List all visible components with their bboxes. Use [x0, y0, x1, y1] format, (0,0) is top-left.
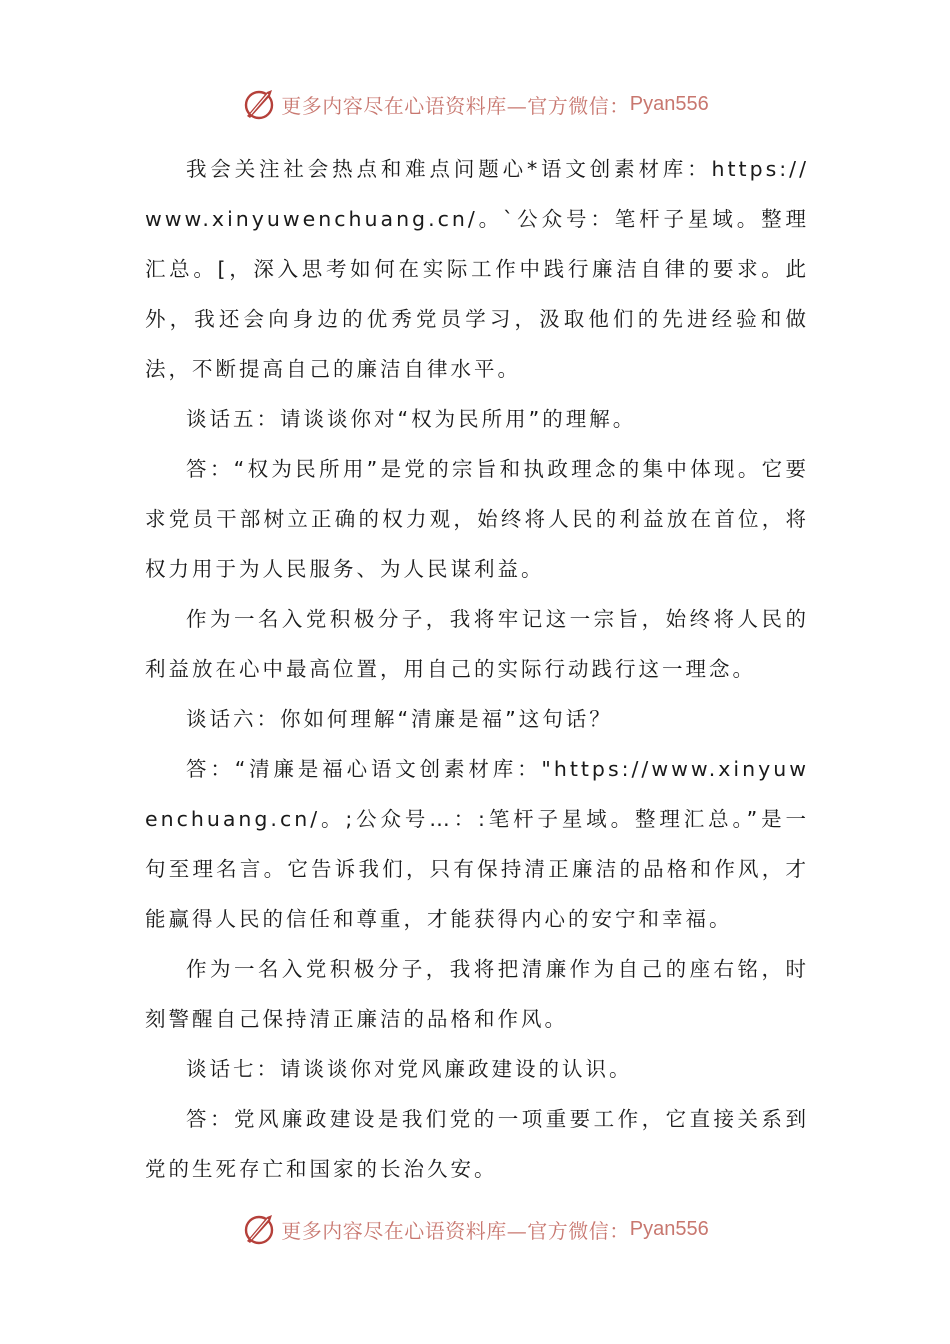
document-body	[145, 144, 809, 1194]
paragraph: 作为一名入党积极分子，我将牢记这一宗旨，始终将人民的利益放在心中最高位置，用自己的实际行动践行这一理念。	[145, 607, 809, 681]
wechat-id: Pyan556	[629, 92, 709, 115]
header-banner	[0, 84, 950, 124]
footer-banner	[0, 1209, 950, 1249]
paragraph: 答：党风廉政建设是我们党的一项重要工作，它直接关系到党的生死存亡和国家的长治久安。	[145, 1107, 809, 1181]
banner-text: 更多内容尽在心语资料库—官方微信：	[281, 93, 630, 118]
paragraph: 谈话七：请谈谈你对党风廉政建设的认识。	[186, 1057, 633, 1081]
paragraph: 答：“清廉是福心语文创素材库："https://www.xinyuwenchuang.cn/。;公众号…：:笔杆子星域。整理汇总。”是一句至理名言。它告诉我们，只有保持清正廉洁的品格和作风，才能赢得人民的信任和尊重，才能获得内心的安宁和幸福。	[145, 757, 809, 931]
paragraph: 我会关注社会热点和难点问题心*语文创素材库：https://www.xinyuwenchuang.cn/。`公众号：笔杆子星域。整理汇总。[，深入思考如何在实际工作中践行廉洁自律的要求。此外，我还会向身边的优秀党员学习，汲取他们的先进经验和做法，不断提高自己的廉洁自律水平。	[145, 157, 809, 381]
paragraph: 谈话六：你如何理解“清廉是福”这句话？	[186, 707, 613, 731]
banner-text: 更多内容尽在心语资料库—官方微信：	[281, 1218, 630, 1243]
paragraph: 答：“权为民所用”是党的宗旨和执政理念的集中体现。它要求党员干部树立正确的权力观，始终将人民的利益放在首位，将权力用于为人民服务、为人民谋利益。	[145, 457, 809, 581]
paragraph: 作为一名入党积极分子，我将把清廉作为自己的座右铭，时刻警醒自己保持清正廉洁的品格和作风。	[145, 957, 809, 1031]
paragraph: 谈话五：请谈谈你对“权为民所用”的理解。	[186, 407, 637, 431]
quill-pen-logo-icon	[241, 1211, 277, 1247]
quill-pen-logo-icon	[241, 86, 277, 122]
wechat-id: Pyan556	[629, 1217, 709, 1240]
